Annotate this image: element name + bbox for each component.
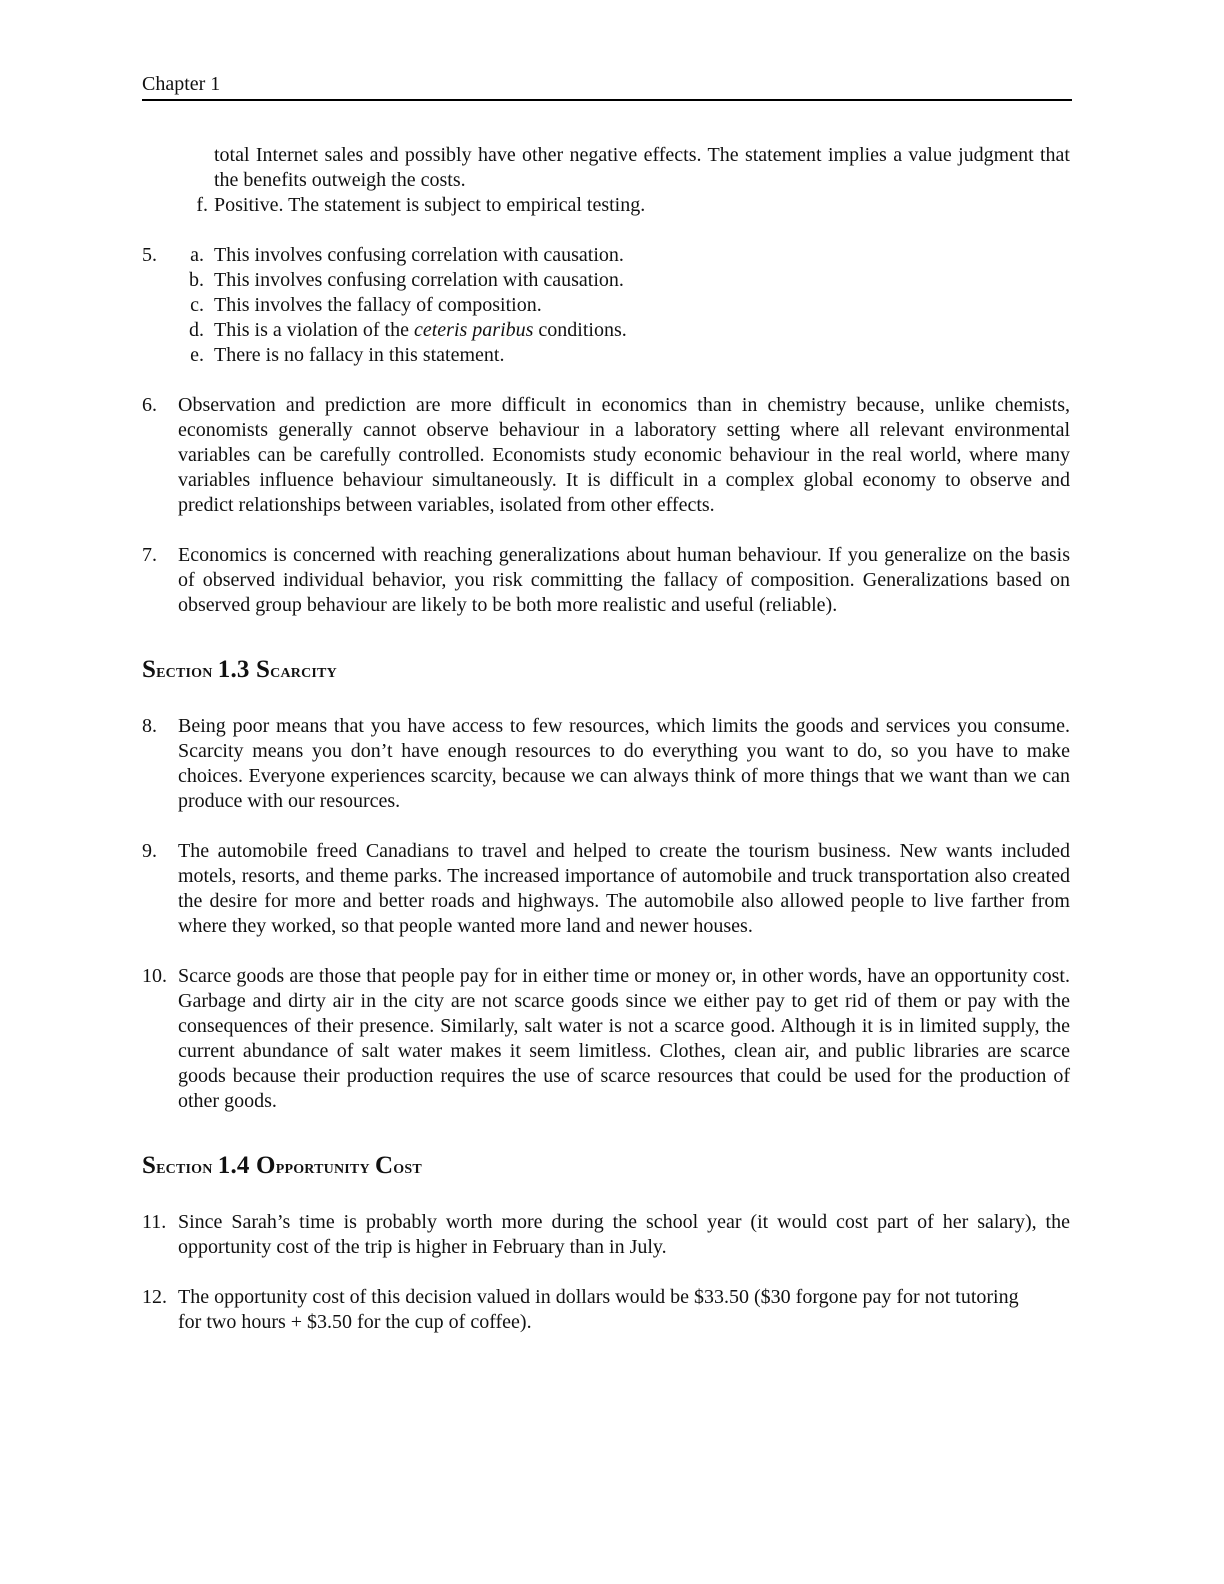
answer-number: 5. [142, 244, 157, 266]
page-content [142, 143, 1070, 1335]
item-label: f. [196, 194, 208, 216]
answer-number: 11. [142, 1211, 167, 1233]
item-text: This involves confusing correlation with causation. [214, 269, 624, 291]
answer-5 [142, 243, 1070, 368]
list-item [178, 318, 1070, 343]
continuation-paragraph [142, 143, 1070, 193]
item-label: d. [189, 319, 204, 341]
answer-number: 6. [142, 394, 157, 416]
list-item [178, 343, 1070, 368]
item-label: c. [190, 294, 204, 316]
list-item [178, 243, 1070, 268]
list-item [178, 268, 1070, 293]
chapter-label: Chapter 1 [142, 73, 221, 95]
answer-text: Since Sarah’s time is probably worth more during the school year (it would cost part of her salary), the opportunity cost of the trip is higher in February than in July. [178, 1211, 1070, 1258]
item-label: a. [190, 244, 204, 266]
continuation-text: total Internet sales and possibly have other negative effects. The statement implies a value judgment that the benefits outweigh the costs. [214, 144, 1070, 191]
answer-text: The opportunity cost of this decision valued in dollars would be $33.50 ($30 forgone pay for not tutoring for two hours + $3.50 for the cup of coffee). [178, 1286, 1019, 1333]
item-text-post: conditions. [533, 319, 627, 341]
item-text: This involves the fallacy of composition. [214, 294, 542, 316]
item-label: b. [189, 269, 204, 291]
answer-number: 12. [142, 1286, 167, 1308]
item-text: Positive. The statement is subject to empirical testing. [214, 194, 646, 216]
section-heading-1-3: Section 1.3 Scarcity [142, 656, 337, 683]
item-text: This involves confusing correlation with causation. [214, 244, 624, 266]
answer-text: Observation and prediction are more difficult in economics than in chemistry because, unlike chemists, economists generally cannot observe behaviour in a laboratory setting where all relevant environmental variables can be carefully controlled. Economists study economic behaviour in the real world, where many variables influence behaviour simultaneously. It is difficult in a complex global economy to observe and predict relationships between variables, isolated from other effects. [178, 394, 1070, 516]
page-header [142, 72, 1072, 101]
answer-text: Being poor means that you have access to few resources, which limits the goods and services you consume. Scarcity means you don’t have enough resources to do everything you want to do, so you have to make choices. Everyone experiences scarcity, because we can always think of more things that we want than we can produce with our resources. [178, 715, 1070, 812]
answer-text: Economics is concerned with reaching generalizations about human behaviour. If you generalize on the basis of observed individual behavior, you risk committing the fallacy of composition. Generalizations based on observed group behaviour are likely to be both more realistic and useful (reliable). [178, 544, 1070, 616]
answer-number: 8. [142, 715, 157, 737]
section-heading-1-4: Section 1.4 Opportunity Cost [142, 1152, 422, 1179]
answer-9 [142, 839, 1070, 939]
answer-5-sublist [178, 243, 1070, 368]
answer-7 [142, 543, 1070, 618]
list-item [178, 293, 1070, 318]
answer-11 [142, 1210, 1070, 1260]
answer-6 [142, 393, 1070, 518]
answer-number: 7. [142, 544, 157, 566]
answer-text: The automobile freed Canadians to travel and helped to create the tourism business. New wants included motels, resorts, and theme parks. The increased importance of automobile and truck transportation also created the desire for more and better roads and highways. The automobile also allowed people to live farther from where they worked, so that people wanted more land and newer houses. [178, 840, 1070, 937]
item-label: e. [190, 344, 204, 366]
answer-number: 9. [142, 840, 157, 862]
item-text-pre: This is a violation of the [214, 319, 414, 341]
answer-text: Scarce goods are those that people pay for in either time or money or, in other words, have an opportunity cost. Garbage and dirty air in the city are not scarce goods since we either pay to get rid of them or pay with the consequences of their presence. Similarly, salt water is not a scarce good. Although it is in limited supply, the current abundance of salt water makes it seem limitless. Clothes, clean air, and public libraries are scarce goods because their production requires the use of scarce resources that could be used for the production of other goods. [178, 965, 1070, 1112]
italic-term: ceteris paribus [413, 319, 534, 341]
answer-8 [142, 714, 1070, 814]
answer-number: 10. [142, 965, 167, 987]
answer-10 [142, 964, 1070, 1114]
list-item-f [142, 193, 1070, 218]
item-text: There is no fallacy in this statement. [214, 344, 505, 366]
answer-12 [142, 1285, 1070, 1335]
